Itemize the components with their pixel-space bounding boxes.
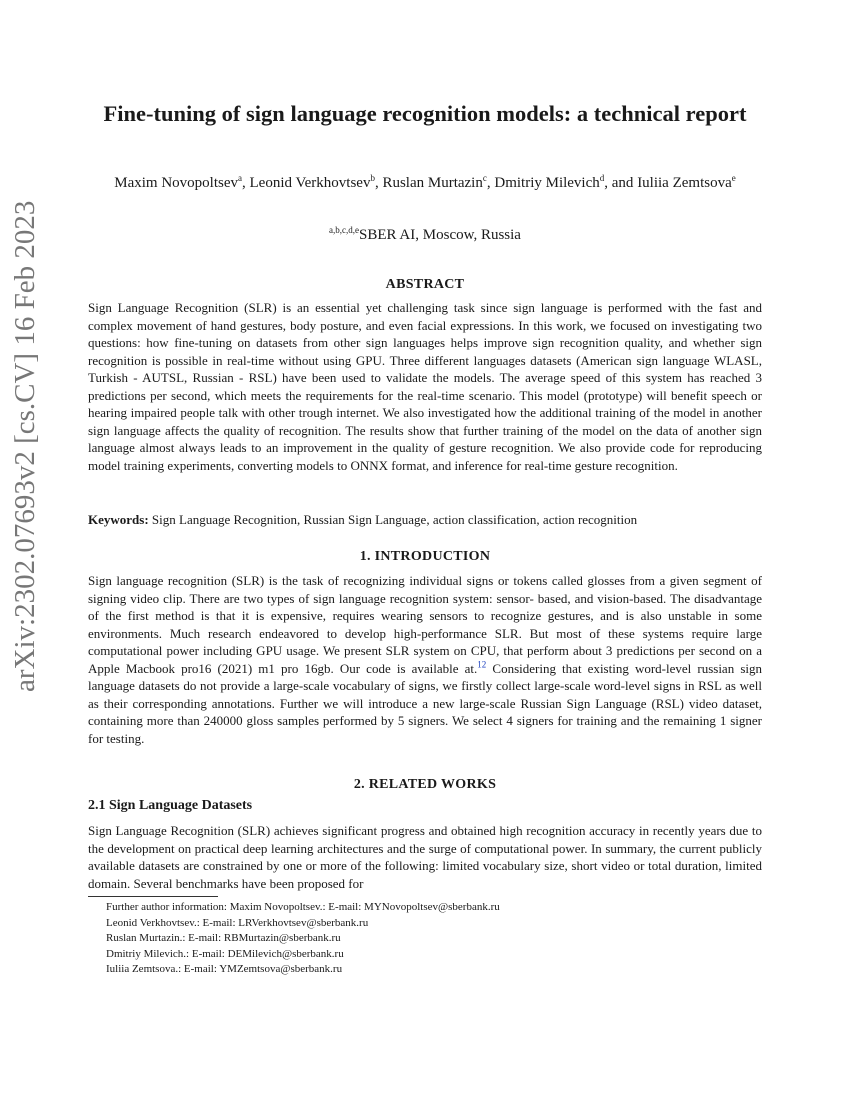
arxiv-identifier: arXiv:2302.07693v2 [cs.CV] 16 Feb 2023: [9, 200, 41, 692]
footnote-line: Further author information: Maxim Novopoltsev.: E-mail: MYNovopoltsev@sberbank.ru: [106, 901, 500, 913]
footnote-line: Leonid Verkhovtsev.: E-mail: LRVerkhovtsev@sberbank.ru: [106, 916, 369, 929]
author-name: Maxim Novopoltsev: [114, 175, 238, 191]
keywords: [88, 511, 762, 528]
author-name: Iuliia Zemtsova: [637, 175, 732, 191]
footnote-reference-link[interactable]: 12: [477, 659, 487, 670]
abstract-text: Sign Language Recognition (SLR) is an essential yet challenging task since sign language is performed with the fast and complex movement of hand gestures, body posture, and even facial expressions. In this work, we focused on investigating two questions: how fine-tuning on datasets from other sign languages helps improve sign recognition quality, and whether sign recognition is possible in real-time without using GPU. Three different languages datasets (American sign language WLASL, Turkish - AUTSL, Russian - RSL) have been used to validate the models. The average speed of this system has reached 3 predictions per second, which meets the requirements for the real-time scenario. This model (prototype) will benefit speech or hearing impaired people talk with other trough internet. We also investigated how the additional training of the model in another sign language affects the quality of recognition. The results show that further training of the model on the data of another sign language almost always leads to an improvement in the quality of gesture recognition. We also provide code for reproducing model training experiments, converting models to ONNX format, and inference for real-time gesture recognition.: [88, 300, 762, 473]
affiliation: [88, 225, 762, 245]
footnote-line: Dmitriy Milevich.: E-mail: DEMilevich@sberbank.ru: [106, 947, 344, 960]
related-works-heading: 2. RELATED WORKS: [353, 777, 497, 792]
keywords-label: Keywords:: [88, 512, 149, 527]
abstract-body: [88, 299, 762, 474]
author-affiliation-mark: b: [370, 173, 375, 183]
datasets-subheading: 2.1 Sign Language Datasets: [88, 798, 253, 813]
author-name: Dmitriy Milevich: [494, 175, 600, 191]
affiliation-text: SBER AI, Moscow, Russia: [359, 227, 521, 243]
related-works-text: Sign Language Recognition (SLR) achieves significant progress and obtained high recognition accuracy in recently years due to the development on practical deep learning architectures and the surge of computational power. In summary, the current publicly available datasets are constrained by one or more of the following: limited vocabulary size, short video or total duration, limited domain. Several benchmarks have been proposed for: [88, 823, 762, 891]
author-affiliation-mark: a: [238, 173, 242, 183]
keywords-text: Sign Language Recognition, Russian Sign Language, action classification, action recognition: [151, 512, 638, 527]
footnote-rule: [88, 896, 218, 897]
introduction-heading: 1. INTRODUCTION: [359, 549, 491, 564]
author-list: Maxim Novopoltsev$^a$, Leonid Verkhovtsev$^b$, Ruslan Murtazin$^c$, Dmitriy Milevich$^d$, and Iuliia Zemtsova$^e$: [114, 173, 736, 191]
author-affiliation-mark: d: [599, 173, 605, 183]
author-name: Ruslan Murtazin: [382, 175, 483, 191]
footnote-line: Ruslan Murtazin.: E-mail: RBMurtazin@sberbank.ru: [106, 932, 341, 944]
footnote-line: Iuliia Zemtsova.: E-mail: YMZemtsova@sberbank.ru: [106, 963, 343, 975]
introduction-body: [88, 572, 762, 747]
introduction-text: Sign language recognition (SLR) is the task of recognizing individual signs or tokens called glosses from a given segment of signing video clip. There are two types of sign language recognition system: sensor- based, and vision-based. The disadvantage of the first method is that it is expensive, requires wearing sensors to recognize gestures, and is also unstable in some environments. Much research endeavored to develop high-performance SLR. But most of these systems require large computational power including GPU usage. We present SLR system on CPU, that perform about 3 predictions per second on a Apple Macbook pro16 (2021) m1 pro 16gb. Our code is available at.$^{12}$ Considering that existing word-level russian sign language datasets do not provide a large-scale vocabulary of signs, we firstly collect large-scale word-level signs in RSL as well as their corresponding annotations. Further we will introduce a new large-scale Russian Sign Language (RSL) video dataset, containing more than 240000 gloss samples performed by 5 signers. We select 4 signers for training and the remaining 1 signer for testing.: [88, 573, 762, 746]
author-affiliation-mark: c: [482, 173, 487, 183]
affiliation-marks: a,b,c,d,e: [329, 225, 359, 235]
paper-title: Fine-tuning of sign language recognition models: a technical report: [103, 101, 747, 126]
related-works-body: [88, 822, 762, 892]
author-affiliation-mark: e: [731, 173, 736, 183]
footnotes: [106, 900, 756, 978]
author-name: Leonid Verkhovtsev: [249, 175, 371, 191]
abstract-heading: ABSTRACT: [385, 277, 465, 292]
